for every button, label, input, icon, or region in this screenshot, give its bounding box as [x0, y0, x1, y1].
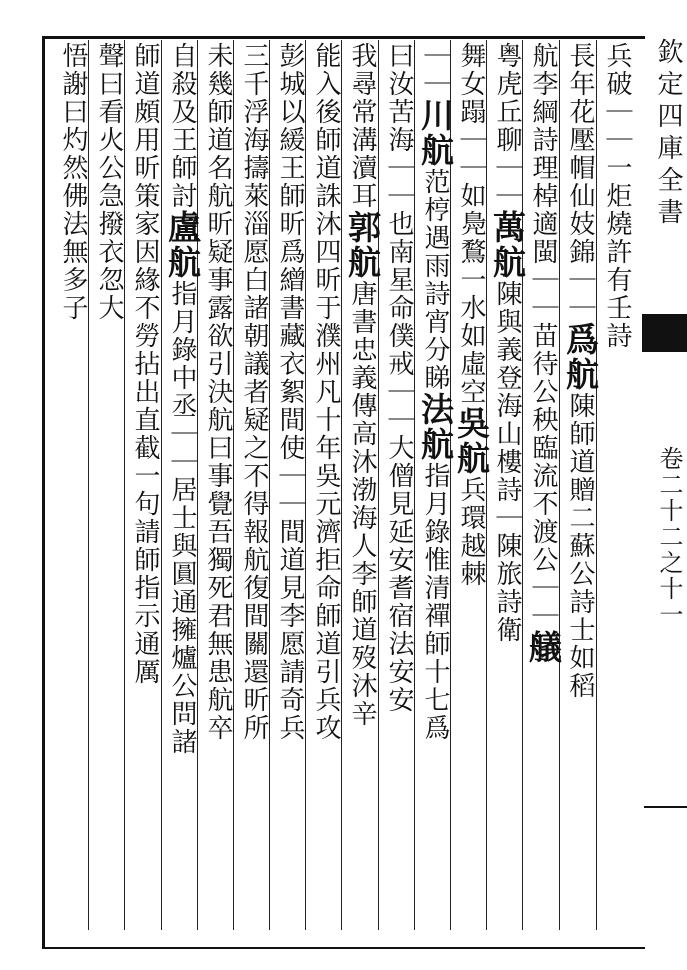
text-column-2: 長年花壓帽仙妓錦｜｜爲航陳師道贈二蘇公詩士如稻 [561, 42, 600, 700]
volume-label: 卷二十二之十一 [655, 446, 683, 628]
text-column-16: 悟謝曰灼然佛法無多子 [58, 42, 88, 322]
headword: 艤 [524, 630, 563, 665]
text-column-9: 能入後師道誅沐四昕于濮州凡十年吳元濟拒命師道引兵攻 [311, 42, 341, 742]
text-column-11: 三千浮海擣萊淄愿白諸朝議者疑之不得報航復間關還昕所 [239, 42, 269, 742]
headword: 萬航 [488, 210, 527, 280]
text-column-4: 粤虎丘聊｜｜萬航陳與義登海山樓詩｜陳旅詩衛 [488, 42, 527, 644]
text-column-5: 舞女蹋｜｜如鳧鶩一水如虛空吳航兵環越棘 [452, 42, 491, 588]
text-column-15: 聲曰看火公急撥衣忽大 [94, 42, 124, 322]
text-column-6: ｜｜川航范梈遇雨詩宵分睇法航指月錄惟清禪師十七爲 [416, 42, 455, 742]
headword: 法航 [416, 392, 455, 462]
text-column-10: 彭城以緩王師昕爲繒書藏衣絮間使｜｜間道見李愿請奇兵 [275, 42, 305, 742]
headword: 吳航 [452, 406, 491, 476]
text-column-14: 師道頗用昕策家因緣不勞拈出直截一句請師指示通厲 [130, 42, 160, 686]
text-column-3: 航李綱詩理棹適閩｜｜苗待公秧臨流不渡公｜｜艤 [524, 42, 563, 665]
text-column-7: 曰汝苦海｜｜也南星命僕戒｜｜大僧見延安耆宿法安安 [384, 42, 414, 714]
headword: 盧航 [163, 210, 202, 280]
headword: 郭航 [343, 210, 382, 280]
text-column-12: 未幾師道名航昕疑事露欲引決航曰事覺吾獨死君無患航卒 [203, 42, 233, 742]
text-column-13: 自殺及王師討盧航指月錄中丞｜｜居士與圓通擁爐公問諸 [163, 42, 202, 756]
book-title: 欽定四庫全書 [653, 38, 683, 230]
text-column-1: 兵破｜｜一炬燒許有壬詩 [602, 42, 632, 350]
margin-rule [644, 806, 687, 808]
page-margin-strip [642, 36, 687, 944]
fishtail-mark [642, 314, 687, 352]
text-column-8: 我尋常溝瀆耳郭航唐書忠義傳高沐渤海人李師道歿沐辛 [343, 42, 382, 728]
headword: 川航 [416, 98, 455, 168]
headword: 爲航 [561, 322, 600, 392]
